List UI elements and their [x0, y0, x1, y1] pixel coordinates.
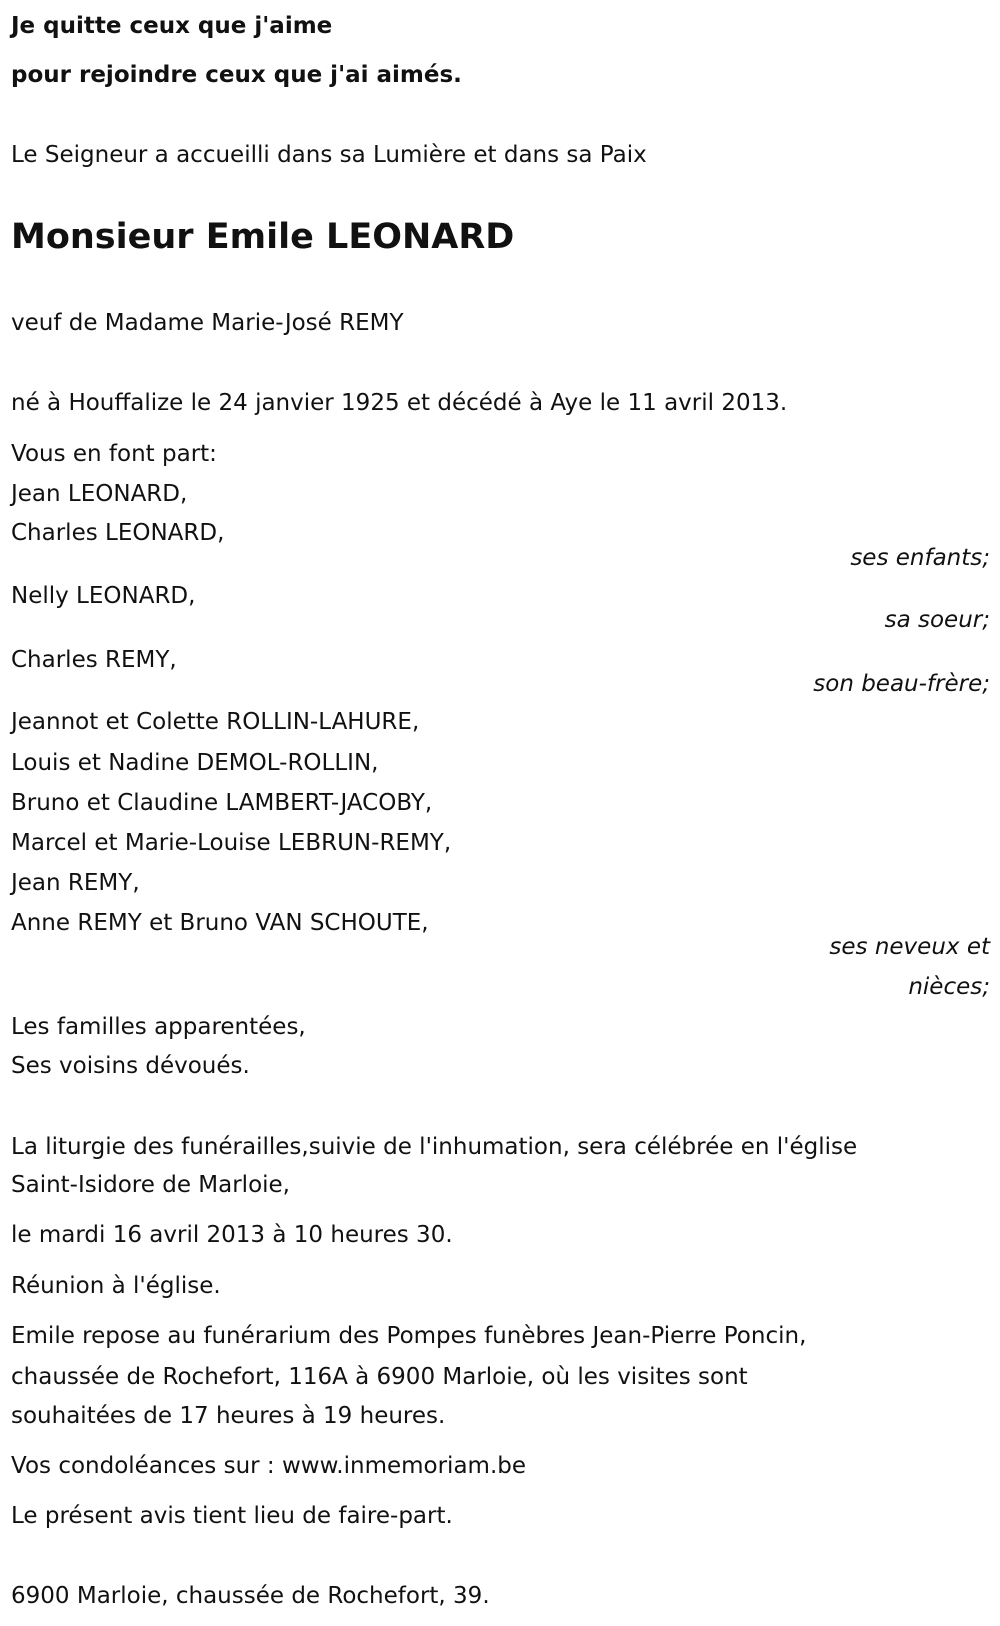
- child-name: Charles LEONARD,: [11, 520, 225, 546]
- relatives-text: Les familles apparentées,: [11, 1014, 306, 1040]
- address-text: 6900 Marloie, chaussée de Rochefort, 39.: [11, 1583, 490, 1609]
- nephew-name: Bruno et Claudine LAMBERT-JACOBY,: [11, 790, 433, 816]
- liturgy-text: La liturgie des funérailles,suivie de l'inhumation, sera célébrée en l'église: [11, 1134, 858, 1160]
- birth-death-text: né à Houffalize le 24 janvier 1925 et décédé à Aye le 11 avril 2013.: [11, 390, 788, 416]
- deceased-name: Monsieur Emile LEONARD: [11, 217, 515, 257]
- nephew-name: Jean REMY,: [11, 870, 140, 896]
- funerarium-text: chaussée de Rochefort, 116A à 6900 Marloie, où les visites sont: [11, 1364, 748, 1390]
- nephew-name: Jeannot et Colette ROLLIN-LAHURE,: [11, 709, 420, 735]
- announce-text: Vous en font part:: [11, 441, 217, 467]
- notice-text: Le présent avis tient lieu de faire-part.: [11, 1503, 453, 1529]
- sister-role: sa soeur;: [884, 607, 990, 633]
- children-role: ses enfants;: [850, 545, 990, 571]
- neighbours-text: Ses voisins dévoués.: [11, 1053, 250, 1079]
- nephews-role: ses neveux et: [829, 934, 990, 960]
- funerarium-text: Emile repose au funérarium des Pompes funèbres Jean-Pierre Poncin,: [11, 1323, 807, 1349]
- brother-in-law-role: son beau-frère;: [813, 671, 990, 697]
- brother-in-law-name: Charles REMY,: [11, 647, 177, 673]
- liturgy-text: Saint-Isidore de Marloie,: [11, 1172, 290, 1198]
- funerarium-text: souhaitées de 17 heures à 19 heures.: [11, 1403, 446, 1429]
- nephews-role: nièces;: [908, 974, 990, 1000]
- quote-line-1: Je quitte ceux que j'aime: [11, 13, 333, 39]
- nephew-name: Anne REMY et Bruno VAN SCHOUTE,: [11, 910, 429, 936]
- intro-text: Le Seigneur a accueilli dans sa Lumière et dans sa Paix: [11, 142, 647, 168]
- sister-name: Nelly LEONARD,: [11, 583, 196, 609]
- funeral-date: le mardi 16 avril 2013 à 10 heures 30.: [11, 1222, 453, 1248]
- condolences-text: Vos condoléances sur : www.inmemoriam.be: [11, 1453, 527, 1479]
- nephew-name: Marcel et Marie-Louise LEBRUN-REMY,: [11, 830, 452, 856]
- nephew-name: Louis et Nadine DEMOL-ROLLIN,: [11, 750, 379, 776]
- quote-line-2: pour rejoindre ceux que j'ai aimés.: [11, 62, 462, 88]
- child-name: Jean LEONARD,: [11, 481, 188, 507]
- meeting-text: Réunion à l'église.: [11, 1273, 221, 1299]
- widower-text: veuf de Madame Marie-José REMY: [11, 310, 404, 336]
